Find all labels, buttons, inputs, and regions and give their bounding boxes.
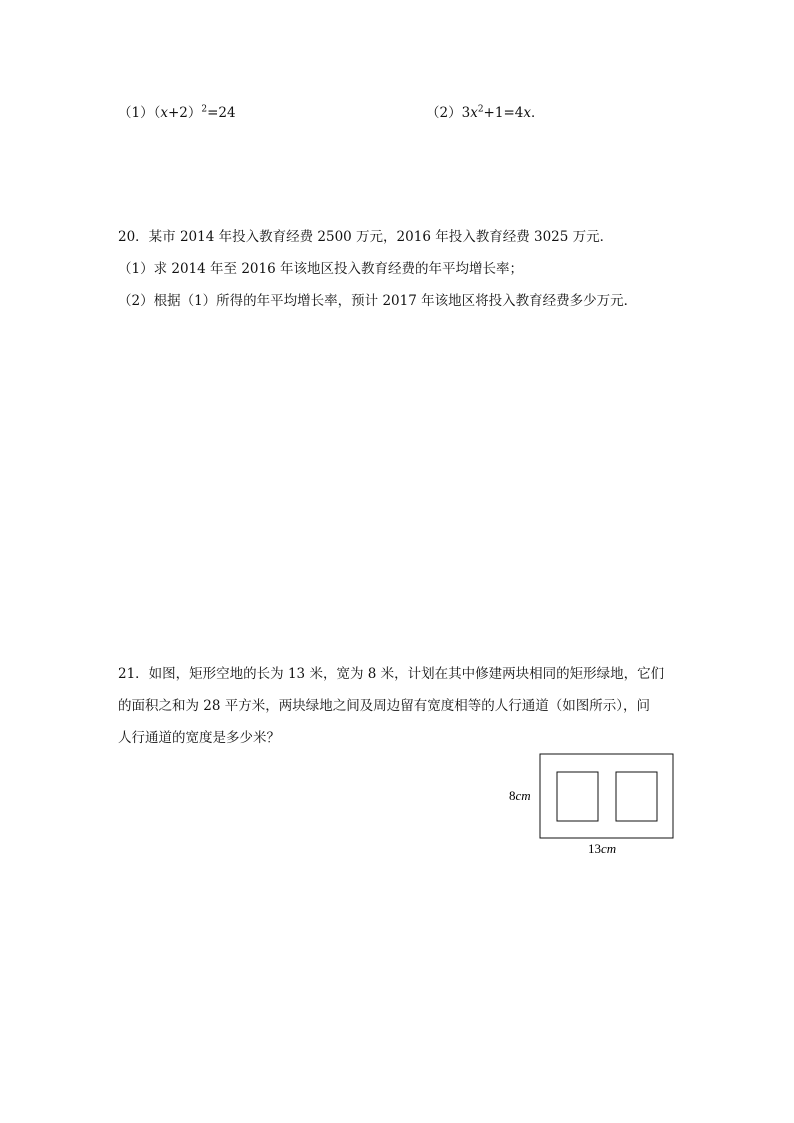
q20-sub2: （2）根据（1）所得的年平均增长率，预计 2017 年该地区将投入教育经费多少万元． (118, 293, 638, 309)
q19-part2-mid: +1=4 (483, 105, 524, 121)
q19-part2-var2: x (523, 105, 531, 121)
q19-part2-label: （2）3 (426, 105, 471, 121)
q19-part1-var: x (160, 105, 168, 121)
q19-part1-exp: 2 (201, 104, 208, 115)
rectangle-figure (505, 752, 685, 862)
width-label-unit: cm (601, 841, 617, 856)
q19-part2-exp: 2 (477, 104, 484, 115)
q21-line1: 21．如图，矩形空地的长为 13 米，宽为 8 米，计划在其中修建两块相同的矩形绿地，它们 (118, 666, 665, 682)
width-label (588, 841, 616, 856)
q19-part2-var: x (470, 105, 478, 121)
q19-part1-mid: +2） (167, 105, 202, 121)
q20-sub1: （1）求 2014 年至 2016 年该地区投入教育经费的年平均增长率； (118, 261, 523, 277)
green-plot-right (616, 772, 657, 821)
width-label-num: 13 (588, 841, 601, 856)
q19-part1-label: （1）（ (118, 105, 161, 121)
q19-part1 (118, 104, 236, 122)
q21-line3: 人行通道的宽度是多少米？ (118, 730, 280, 746)
q19-part2-tail: ． (530, 105, 545, 121)
height-label (509, 788, 531, 803)
height-label-num: 8 (509, 788, 516, 803)
q19-part1-tail: =24 (207, 105, 236, 121)
height-label-unit: cm (515, 788, 531, 803)
outer-rectangle (540, 754, 673, 838)
q19-part2 (426, 104, 544, 122)
green-plot-left (557, 772, 598, 821)
q20-stem: 20．某市 2014 年投入教育经费 2500 万元，2016 年投入教育经费 3025 万元． (118, 229, 614, 245)
q21-line2: 的面积之和为 28 平方米，两块绿地之间及周边留有宽度相等的人行通道（如图所示），问 (118, 698, 651, 714)
